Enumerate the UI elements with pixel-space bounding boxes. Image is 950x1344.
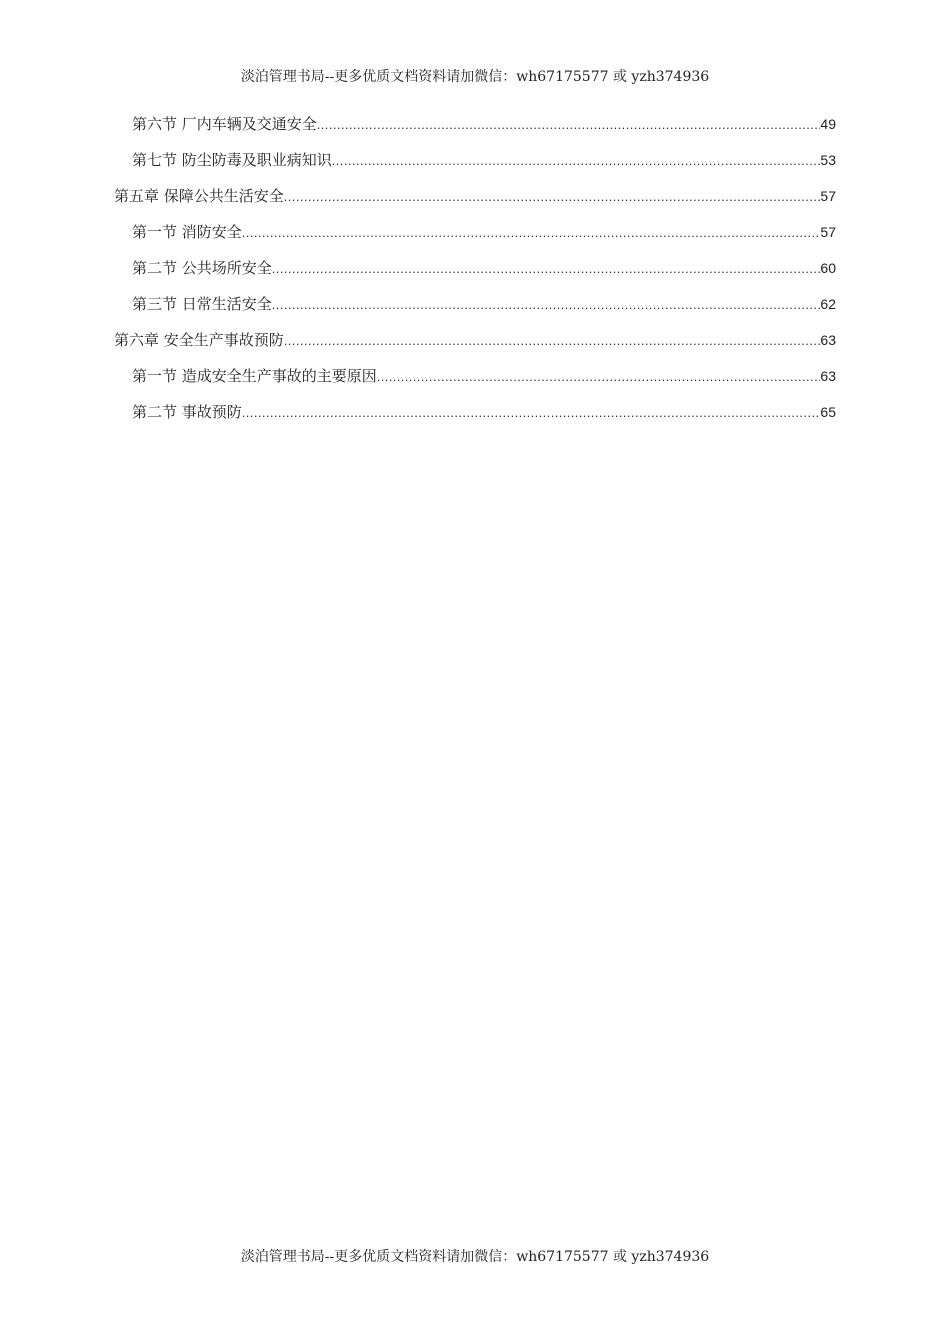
toc-entry[interactable] [114,250,836,286]
toc-dot-leader [284,178,821,215]
toc-entry-page: 60 [820,260,836,276]
toc-entry-label: 第三节 日常生活安全 [132,295,272,313]
toc-entry-page: 62 [820,296,836,312]
toc-entry-label: 第二节 事故预防 [132,403,242,421]
toc-entry[interactable] [114,394,836,430]
toc-entry-label: 第一节 造成安全生产事故的主要原因 [132,367,377,385]
toc-entry-label: 第二节 公共场所安全 [132,259,272,277]
toc-entry[interactable] [114,214,836,250]
toc-entry-page: 63 [820,368,836,384]
toc-entry-page: 57 [820,188,836,204]
toc-entry-page: 57 [820,224,836,240]
toc-entry-page: 63 [820,332,836,348]
toc-dot-leader [242,214,821,251]
toc-dot-leader [377,358,821,395]
toc-entry[interactable] [114,178,836,214]
toc-dot-leader [272,286,821,323]
toc-dot-leader [242,394,821,431]
toc-entry-page: 53 [820,152,836,168]
page-header: 淡泊管理书局--更多优质文档资料请加微信：wh67175577 或 yzh374936 [240,69,710,85]
toc-dot-leader [284,322,821,359]
toc-dot-leader [332,142,821,179]
toc-entry[interactable] [114,106,836,142]
table-of-contents [114,106,836,430]
toc-entry-label: 第六节 厂内车辆及交通安全 [132,115,317,133]
toc-entry[interactable] [114,322,836,358]
toc-dot-leader [317,106,821,143]
toc-entry[interactable] [114,358,836,394]
page-footer: 淡泊管理书局--更多优质文档资料请加微信：wh67175577 或 yzh374936 [240,1249,710,1265]
toc-entry-label: 第五章 保障公共生活安全 [114,187,284,205]
toc-entry-page: 49 [820,116,836,132]
toc-entry[interactable] [114,286,836,322]
toc-entry-page: 65 [820,404,836,420]
toc-entry[interactable] [114,142,836,178]
toc-dot-leader [272,250,821,287]
toc-entry-label: 第七节 防尘防毒及职业病知识 [132,151,332,169]
toc-entry-label: 第一节 消防安全 [132,223,242,241]
toc-entry-label: 第六章 安全生产事故预防 [114,331,284,349]
